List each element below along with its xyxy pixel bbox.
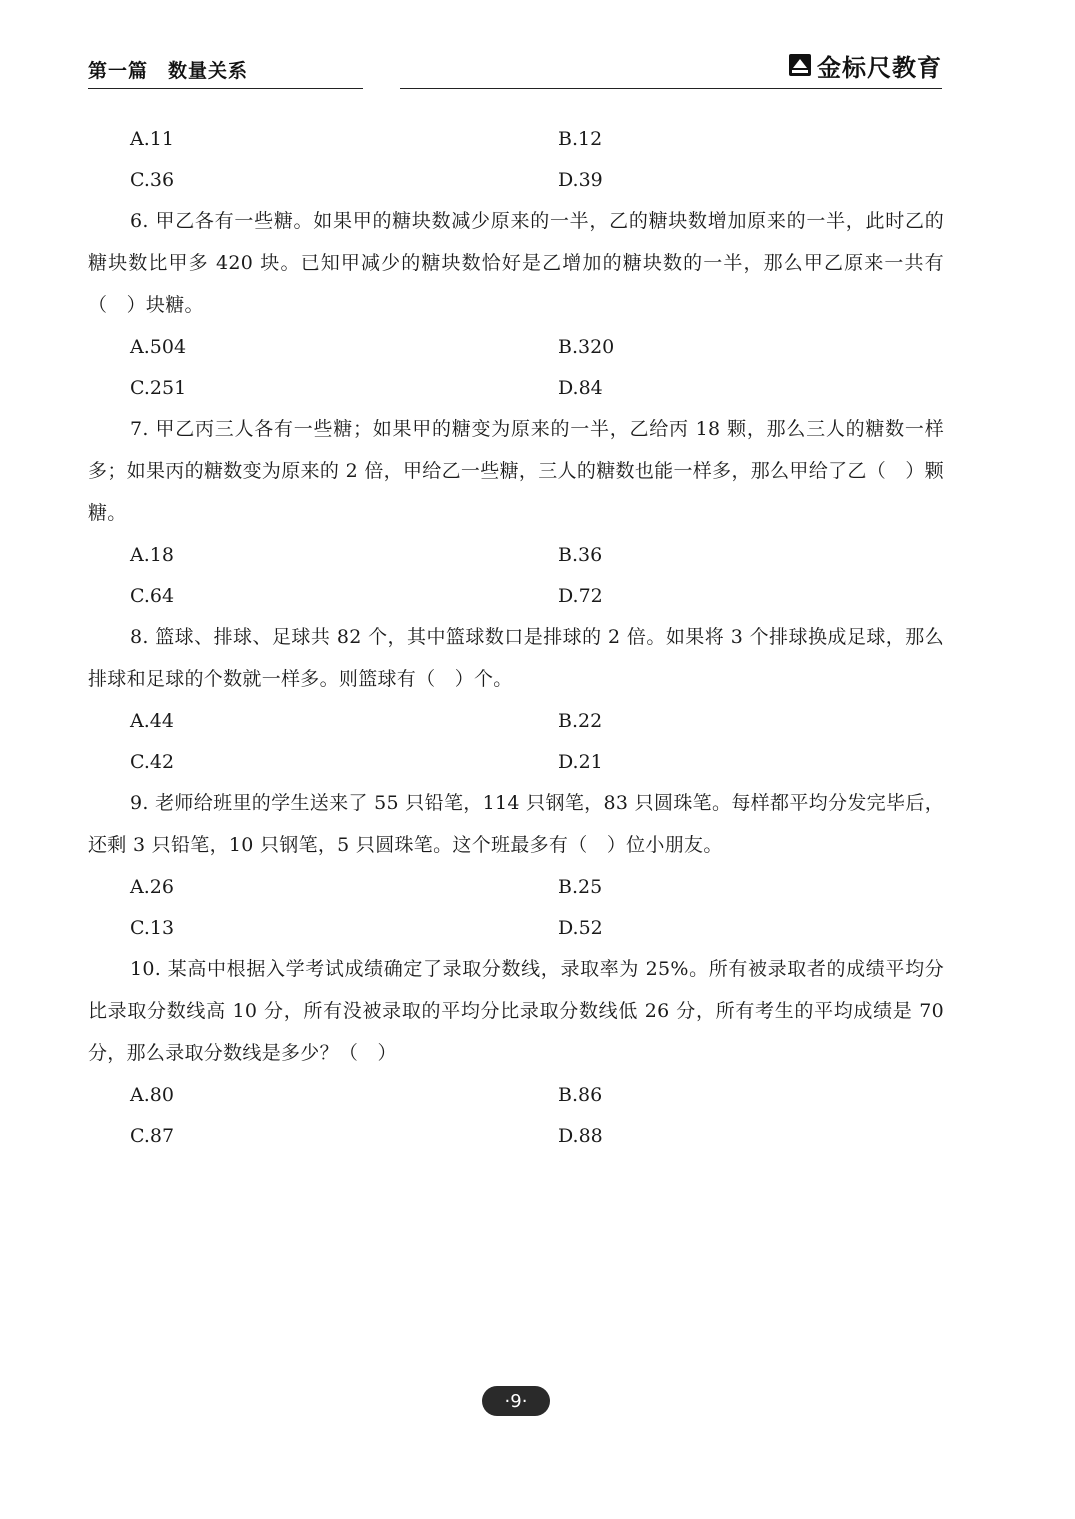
options-row: [88, 1115, 944, 1156]
options-row: [88, 326, 944, 367]
options-row: [88, 907, 944, 948]
brand-name: 金标尺教育: [817, 53, 942, 82]
question-text: 7. 甲乙丙三人各有一些糖；如果甲的糖变为原来的一半，乙给丙 18 颗，那么三人的糖数一样多；如果丙的糖数变为原来的 2 倍，甲给乙一些糖，三人的糖数也能一样多，那么甲给了乙（ ）颗糖。: [88, 418, 944, 524]
options-row: [88, 575, 944, 616]
answer-option: A.44: [130, 709, 174, 732]
answer-option: C.64: [130, 584, 175, 607]
answer-option: C.36: [130, 168, 175, 191]
answer-option: A.26: [130, 875, 174, 898]
answer-option: C.87: [130, 1124, 175, 1147]
options-row: [88, 700, 944, 741]
answer-option: A.11: [130, 127, 174, 150]
question-text: 9. 老师给班里的学生送来了 55 只铅笔，114 只钢笔，83 只圆珠笔。每样都平均分发完毕后，还剩 3 只铅笔，10 只钢笔，5 只圆珠笔。这个班最多有（ ）位小朋友。: [88, 792, 944, 856]
answer-option: B.320: [558, 335, 615, 358]
answer-option: D.52: [558, 916, 603, 939]
answer-option: C.42: [130, 750, 175, 773]
answer-option: B.22: [558, 709, 603, 732]
answer-option: D.84: [558, 376, 603, 399]
answer-option: D.72: [558, 584, 603, 607]
answer-option: A.18: [130, 543, 174, 566]
answer-option: C.251: [130, 376, 187, 399]
answer-option: D.21: [558, 750, 603, 773]
answer-option: D.88: [558, 1124, 603, 1147]
page-content: [88, 118, 944, 1156]
question-text: 10. 某高中根据入学考试成绩确定了录取分数线，录取率为 25%。所有被录取者的成绩平均分比录取分数线高 10 分，所有没被录取的平均分比录取分数线低 26 分，所有考生的平均成绩是 70 分，那么录取分数线是多少？（ ）: [88, 958, 944, 1064]
page-header: [88, 50, 942, 94]
chapter-title: 第一篇 数量关系: [88, 60, 249, 82]
brand-logo-icon: [789, 54, 811, 76]
answer-option: C.13: [130, 916, 175, 939]
page-number: ·9·: [482, 1386, 550, 1416]
answer-option: A.80: [130, 1083, 174, 1106]
answer-option: A.504: [130, 335, 187, 358]
answer-option: B.36: [558, 543, 603, 566]
question-text: 8. 篮球、排球、足球共 82 个，其中篮球数口是排球的 2 倍。如果将 3 个排球换成足球，那么排球和足球的个数就一样多。则篮球有（ ）个。: [88, 626, 944, 690]
header-rule-left: [88, 88, 363, 89]
options-row: [88, 159, 944, 200]
options-row: [88, 367, 944, 408]
question-text: 6. 甲乙各有一些糖。如果甲的糖块数减少原来的一半，乙的糖块数增加原来的一半，此时乙的糖块数比甲多 420 块。已知甲减少的糖块数恰好是乙增加的糖块数的一半，那么甲乙原来一共有（ ）块糖。: [88, 210, 944, 316]
answer-option: B.12: [558, 127, 603, 150]
answer-option: B.86: [558, 1083, 603, 1106]
options-row: [88, 1074, 944, 1115]
options-row: [88, 534, 944, 575]
options-row: [88, 866, 944, 907]
answer-option: B.25: [558, 875, 603, 898]
brand: [789, 50, 942, 80]
answer-option: D.39: [558, 168, 603, 191]
options-row: [88, 118, 944, 159]
header-rule-right: [400, 88, 942, 89]
options-row: [88, 741, 944, 782]
